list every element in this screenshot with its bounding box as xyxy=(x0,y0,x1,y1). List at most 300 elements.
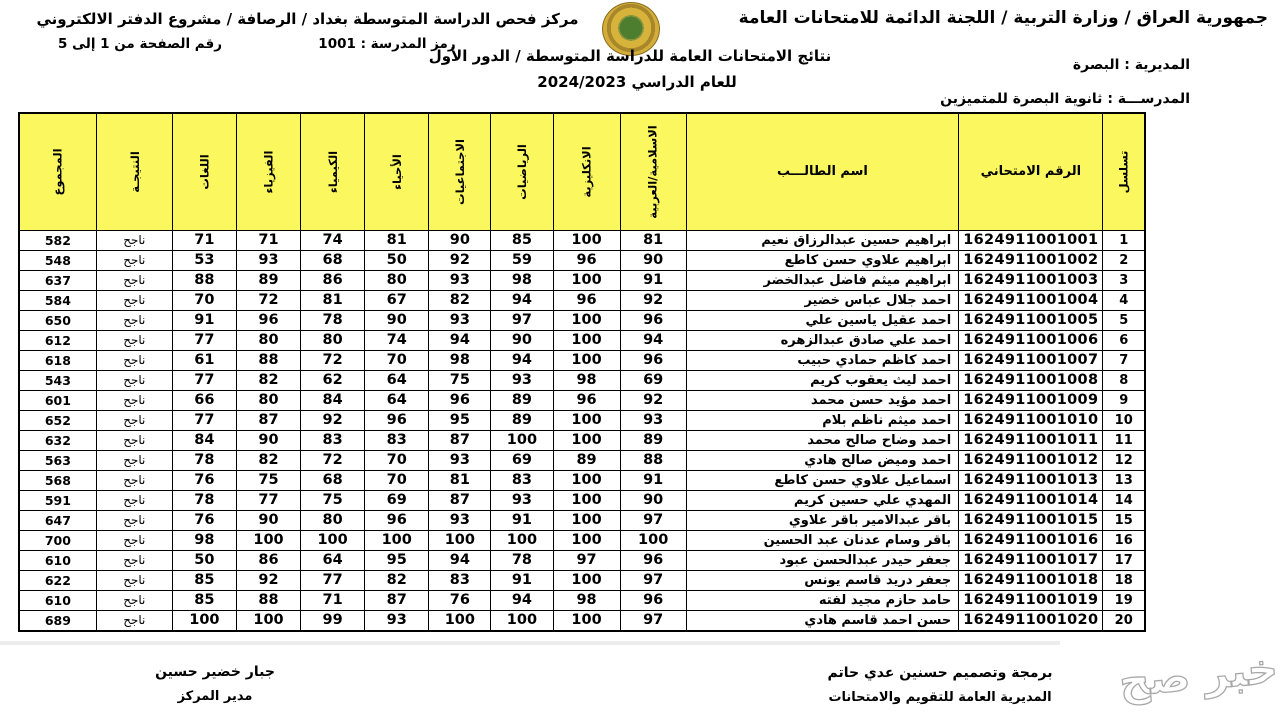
cell-serial: 17 xyxy=(1103,550,1145,570)
year-label: للعام الدراسي xyxy=(631,73,737,91)
cell-english: 100 xyxy=(553,430,620,450)
cell-biology: 83 xyxy=(365,430,429,450)
cell-social: 93 xyxy=(429,510,491,530)
cell-result: ناجح xyxy=(96,370,172,390)
cell-physics: 90 xyxy=(236,510,300,530)
cell-math: 89 xyxy=(491,390,553,410)
cell-exam: 1624911001007 xyxy=(959,350,1103,370)
cell-islamic: 92 xyxy=(620,390,686,410)
cell-english: 100 xyxy=(553,570,620,590)
cell-social: 93 xyxy=(429,310,491,330)
column-header-math xyxy=(491,113,553,230)
table-row xyxy=(19,430,1145,450)
cell-exam: 1624911001012 xyxy=(959,450,1103,470)
cell-result: ناجح xyxy=(96,490,172,510)
cell-english: 96 xyxy=(553,390,620,410)
cell-english: 100 xyxy=(553,350,620,370)
column-label-islamic: الاسلامية/العربية xyxy=(646,125,661,219)
cell-name: ابراهيم علاوي حسن كاطع xyxy=(686,250,958,270)
cell-serial: 4 xyxy=(1103,290,1145,310)
cell-chemistry: 84 xyxy=(301,390,365,410)
cell-social: 81 xyxy=(429,470,491,490)
column-label-exam: الرقم الامتحاني xyxy=(980,164,1082,180)
cell-chemistry: 92 xyxy=(301,410,365,430)
cell-result: ناجح xyxy=(96,350,172,370)
cell-physics: 72 xyxy=(236,290,300,310)
cell-languages: 78 xyxy=(172,450,236,470)
table-row xyxy=(19,590,1145,610)
cell-total: 637 xyxy=(19,270,96,290)
cell-physics: 90 xyxy=(236,430,300,450)
cell-chemistry: 100 xyxy=(301,530,365,550)
cell-languages: 77 xyxy=(172,330,236,350)
table-row xyxy=(19,550,1145,570)
cell-name: احمد مؤيد حسن محمد xyxy=(686,390,958,410)
cell-chemistry: 83 xyxy=(301,430,365,450)
cell-exam: 1624911001002 xyxy=(959,250,1103,270)
cell-total: 591 xyxy=(19,490,96,510)
cell-english: 100 xyxy=(553,270,620,290)
cell-serial: 20 xyxy=(1103,610,1145,631)
cell-chemistry: 78 xyxy=(301,310,365,330)
cell-total: 568 xyxy=(19,470,96,490)
cell-biology: 64 xyxy=(365,390,429,410)
cell-math: 100 xyxy=(491,430,553,450)
column-label-name: اسم الطالـــب xyxy=(777,164,868,180)
cell-exam: 1624911001004 xyxy=(959,290,1103,310)
cell-islamic: 93 xyxy=(620,410,686,430)
cell-total: 647 xyxy=(19,510,96,530)
cell-total: 618 xyxy=(19,350,96,370)
cell-english: 100 xyxy=(553,330,620,350)
cell-languages: 84 xyxy=(172,430,236,450)
cell-chemistry: 81 xyxy=(301,290,365,310)
cell-math: 97 xyxy=(491,310,553,330)
cell-name: جعفر حيدر عبدالحسن عبود xyxy=(686,550,958,570)
cell-chemistry: 75 xyxy=(301,490,365,510)
cell-languages: 98 xyxy=(172,530,236,550)
column-label-serial: تسلسل xyxy=(1116,150,1131,194)
cell-name: ابراهيم حسين عبدالرزاق نعيم xyxy=(686,230,958,250)
cell-serial: 19 xyxy=(1103,590,1145,610)
cell-name: اسماعيل علاوي حسن كاطع xyxy=(686,470,958,490)
cell-serial: 10 xyxy=(1103,410,1145,430)
column-label-result: النتيجـة xyxy=(127,150,142,193)
cell-chemistry: 64 xyxy=(301,550,365,570)
cell-islamic: 97 xyxy=(620,570,686,590)
cell-serial: 1 xyxy=(1103,230,1145,250)
cell-total: 584 xyxy=(19,290,96,310)
cell-physics: 100 xyxy=(236,610,300,631)
cell-exam: 1624911001014 xyxy=(959,490,1103,510)
cell-exam: 1624911001013 xyxy=(959,470,1103,490)
cell-serial: 2 xyxy=(1103,250,1145,270)
cell-name: ابراهيم ميثم فاضل عبدالخضر xyxy=(686,270,958,290)
column-header-islamic xyxy=(620,113,686,230)
cell-social: 87 xyxy=(429,430,491,450)
cell-english: 100 xyxy=(553,410,620,430)
column-label-chemistry: الكيمياء xyxy=(325,150,340,193)
cell-english: 100 xyxy=(553,530,620,550)
cell-social: 95 xyxy=(429,410,491,430)
cell-biology: 100 xyxy=(365,530,429,550)
column-header-physics xyxy=(236,113,300,230)
cell-total: 563 xyxy=(19,450,96,470)
cell-physics: 82 xyxy=(236,370,300,390)
results-thead xyxy=(19,113,1145,230)
cell-result: ناجح xyxy=(96,530,172,550)
column-header-chemistry xyxy=(301,113,365,230)
table-row xyxy=(19,330,1145,350)
cell-total: 610 xyxy=(19,590,96,610)
table-row xyxy=(19,470,1145,490)
report-title: نتائج الامتحانات العامة للدراسة المتوسطة / الدور الأول xyxy=(428,47,832,65)
column-header-exam xyxy=(959,113,1103,230)
cell-result: ناجح xyxy=(96,470,172,490)
table-row xyxy=(19,350,1145,370)
page-range: رقم الصفحة من 1 إلى 5 xyxy=(57,36,222,52)
cell-languages: 66 xyxy=(172,390,236,410)
cell-result: ناجح xyxy=(96,230,172,250)
cell-islamic: 96 xyxy=(620,550,686,570)
cell-math: 93 xyxy=(491,370,553,390)
cell-physics: 80 xyxy=(236,330,300,350)
cell-total: 582 xyxy=(19,230,96,250)
column-header-english xyxy=(553,113,620,230)
cell-biology: 93 xyxy=(365,610,429,631)
cell-math: 83 xyxy=(491,470,553,490)
column-header-languages xyxy=(172,113,236,230)
cell-name: جعفر دريد قاسم يونس xyxy=(686,570,958,590)
cell-social: 96 xyxy=(429,390,491,410)
cell-islamic: 91 xyxy=(620,270,686,290)
cell-exam: 1624911001015 xyxy=(959,510,1103,530)
column-label-languages: اللغات xyxy=(197,154,212,190)
cell-biology: 95 xyxy=(365,550,429,570)
column-label-total: المجموع xyxy=(50,148,65,196)
cell-physics: 100 xyxy=(236,530,300,550)
column-header-serial xyxy=(1103,113,1145,230)
cell-biology: 90 xyxy=(365,310,429,330)
results-table xyxy=(18,112,1146,632)
table-row xyxy=(19,450,1145,470)
cell-name: المهدي علي حسين كريم xyxy=(686,490,958,510)
directorate-value: البصرة xyxy=(1072,57,1120,73)
cell-english: 100 xyxy=(553,310,620,330)
cell-islamic: 81 xyxy=(620,230,686,250)
cell-total: 689 xyxy=(19,610,96,631)
cell-languages: 76 xyxy=(172,510,236,530)
cell-physics: 88 xyxy=(236,590,300,610)
cell-biology: 70 xyxy=(365,470,429,490)
cell-math: 100 xyxy=(491,530,553,550)
cell-english: 97 xyxy=(553,550,620,570)
cell-chemistry: 72 xyxy=(301,350,365,370)
cell-islamic: 96 xyxy=(620,350,686,370)
cell-languages: 77 xyxy=(172,410,236,430)
cell-name: حامد حازم مجيد لفته xyxy=(686,590,958,610)
cell-chemistry: 99 xyxy=(301,610,365,631)
cell-chemistry: 68 xyxy=(301,470,365,490)
directorate-label: المديرية : xyxy=(1124,57,1190,73)
cell-biology: 87 xyxy=(365,590,429,610)
cell-physics: 75 xyxy=(236,470,300,490)
cell-serial: 16 xyxy=(1103,530,1145,550)
cell-islamic: 94 xyxy=(620,330,686,350)
cell-result: ناجح xyxy=(96,390,172,410)
cell-serial: 7 xyxy=(1103,350,1145,370)
cell-physics: 96 xyxy=(236,310,300,330)
cell-chemistry: 80 xyxy=(301,330,365,350)
cell-math: 91 xyxy=(491,510,553,530)
school-value: ثانوية البصرة للمتميزين xyxy=(940,91,1103,107)
table-row xyxy=(19,610,1145,631)
cell-serial: 11 xyxy=(1103,430,1145,450)
cell-biology: 64 xyxy=(365,370,429,390)
cell-social: 93 xyxy=(429,270,491,290)
column-label-social: الاجتماعيات xyxy=(452,138,467,205)
cell-physics: 93 xyxy=(236,250,300,270)
cell-math: 89 xyxy=(491,410,553,430)
cell-physics: 88 xyxy=(236,350,300,370)
cell-biology: 67 xyxy=(365,290,429,310)
cell-name: احمد علي صادق عبدالزهره xyxy=(686,330,958,350)
cell-result: ناجح xyxy=(96,550,172,570)
cell-exam: 1624911001006 xyxy=(959,330,1103,350)
cell-islamic: 69 xyxy=(620,370,686,390)
cell-languages: 85 xyxy=(172,590,236,610)
cell-chemistry: 74 xyxy=(301,230,365,250)
cell-islamic: 97 xyxy=(620,610,686,631)
cell-languages: 85 xyxy=(172,570,236,590)
cell-serial: 5 xyxy=(1103,310,1145,330)
table-row xyxy=(19,370,1145,390)
cell-name: احمد وميض صالح هادي xyxy=(686,450,958,470)
column-label-physics: الفيزياء xyxy=(261,150,276,194)
cell-exam: 1624911001001 xyxy=(959,230,1103,250)
cell-result: ناجح xyxy=(96,270,172,290)
cell-social: 90 xyxy=(429,230,491,250)
cell-name: احمد ليث يعقوب كريم xyxy=(686,370,958,390)
cell-physics: 77 xyxy=(236,490,300,510)
cell-math: 59 xyxy=(491,250,553,270)
cell-chemistry: 62 xyxy=(301,370,365,390)
table-row xyxy=(19,490,1145,510)
table-row xyxy=(19,230,1145,250)
cell-languages: 88 xyxy=(172,270,236,290)
column-label-english: الانكليزية xyxy=(579,146,594,198)
cell-serial: 15 xyxy=(1103,510,1145,530)
cell-math: 94 xyxy=(491,290,553,310)
year-value: 2024/2023 xyxy=(537,73,627,91)
cell-math: 85 xyxy=(491,230,553,250)
cell-social: 94 xyxy=(429,550,491,570)
cell-islamic: 89 xyxy=(620,430,686,450)
cell-math: 69 xyxy=(491,450,553,470)
cell-serial: 6 xyxy=(1103,330,1145,350)
cell-english: 89 xyxy=(553,450,620,470)
cell-exam: 1624911001019 xyxy=(959,590,1103,610)
cell-english: 100 xyxy=(553,470,620,490)
cell-english: 98 xyxy=(553,370,620,390)
cell-total: 601 xyxy=(19,390,96,410)
center-director-title: مدير المركز xyxy=(177,689,253,704)
programmer-credit: برمجة وتصميم حسنين عدي حاتم xyxy=(827,665,1053,681)
cell-islamic: 97 xyxy=(620,510,686,530)
cell-islamic: 92 xyxy=(620,290,686,310)
cell-total: 652 xyxy=(19,410,96,430)
cell-social: 83 xyxy=(429,570,491,590)
cell-languages: 76 xyxy=(172,470,236,490)
school-code-value: 1001 xyxy=(318,36,356,52)
table-row xyxy=(19,530,1145,550)
table-row xyxy=(19,310,1145,330)
cell-result: ناجح xyxy=(96,290,172,310)
cell-islamic: 100 xyxy=(620,530,686,550)
cell-math: 94 xyxy=(491,590,553,610)
cell-biology: 96 xyxy=(365,510,429,530)
cell-biology: 50 xyxy=(365,250,429,270)
cell-english: 100 xyxy=(553,230,620,250)
cell-math: 100 xyxy=(491,610,553,631)
cell-languages: 77 xyxy=(172,370,236,390)
cell-english: 100 xyxy=(553,490,620,510)
table-row xyxy=(19,270,1145,290)
cell-chemistry: 72 xyxy=(301,450,365,470)
cell-islamic: 90 xyxy=(620,250,686,270)
cell-social: 100 xyxy=(429,610,491,631)
cell-languages: 91 xyxy=(172,310,236,330)
cell-name: حسن احمد قاسم هادي xyxy=(686,610,958,631)
cell-math: 94 xyxy=(491,350,553,370)
table-row xyxy=(19,290,1145,310)
column-label-math: الرياضيات xyxy=(514,143,529,200)
cell-social: 82 xyxy=(429,290,491,310)
cell-languages: 78 xyxy=(172,490,236,510)
cell-social: 100 xyxy=(429,530,491,550)
cell-social: 94 xyxy=(429,330,491,350)
center-director-name: جبار خضير حسين xyxy=(155,664,275,680)
cell-total: 632 xyxy=(19,430,96,450)
cell-biology: 96 xyxy=(365,410,429,430)
cell-english: 96 xyxy=(553,290,620,310)
cell-exam: 1624911001008 xyxy=(959,370,1103,390)
cell-result: ناجح xyxy=(96,250,172,270)
cell-name: احمد كاظم حمادي حبيب xyxy=(686,350,958,370)
school-line xyxy=(926,91,1190,107)
cell-math: 98 xyxy=(491,270,553,290)
cell-math: 78 xyxy=(491,550,553,570)
column-header-biology xyxy=(365,113,429,230)
column-header-social xyxy=(429,113,491,230)
watermark-text: خبر صح xyxy=(1117,643,1280,707)
cell-biology: 82 xyxy=(365,570,429,590)
cell-islamic: 88 xyxy=(620,450,686,470)
cell-exam: 1624911001016 xyxy=(959,530,1103,550)
cell-social: 87 xyxy=(429,490,491,510)
cell-serial: 8 xyxy=(1103,370,1145,390)
cell-social: 98 xyxy=(429,350,491,370)
cell-chemistry: 80 xyxy=(301,510,365,530)
cell-name: احمد ميثم ناظم بلام xyxy=(686,410,958,430)
cell-total: 622 xyxy=(19,570,96,590)
header-row xyxy=(19,113,1145,230)
table-row xyxy=(19,570,1145,590)
cell-languages: 61 xyxy=(172,350,236,370)
cell-exam: 1624911001020 xyxy=(959,610,1103,631)
cell-serial: 14 xyxy=(1103,490,1145,510)
cell-total: 543 xyxy=(19,370,96,390)
cell-total: 650 xyxy=(19,310,96,330)
cell-languages: 70 xyxy=(172,290,236,310)
cell-serial: 9 xyxy=(1103,390,1145,410)
cell-biology: 81 xyxy=(365,230,429,250)
cell-islamic: 96 xyxy=(620,310,686,330)
cell-languages: 50 xyxy=(172,550,236,570)
cell-chemistry: 77 xyxy=(301,570,365,590)
cell-math: 90 xyxy=(491,330,553,350)
cell-exam: 1624911001010 xyxy=(959,410,1103,430)
cell-english: 100 xyxy=(553,510,620,530)
cell-languages: 100 xyxy=(172,610,236,631)
cell-serial: 18 xyxy=(1103,570,1145,590)
cell-name: باقر عبدالامير باقر علاوي xyxy=(686,510,958,530)
cell-name: احمد عقيل ياسين علي xyxy=(686,310,958,330)
school-label: المدرســـة : xyxy=(1107,91,1190,107)
cell-serial: 12 xyxy=(1103,450,1145,470)
cell-serial: 13 xyxy=(1103,470,1145,490)
cell-physics: 92 xyxy=(236,570,300,590)
cell-result: ناجح xyxy=(96,590,172,610)
cell-result: ناجح xyxy=(96,610,172,631)
cell-result: ناجح xyxy=(96,430,172,450)
column-label-biology: الأحياء xyxy=(389,153,404,190)
page-edge-shadow xyxy=(0,641,1060,645)
cell-result: ناجح xyxy=(96,450,172,470)
directorate-line xyxy=(1059,57,1190,73)
cell-exam: 1624911001011 xyxy=(959,430,1103,450)
cell-math: 91 xyxy=(491,570,553,590)
table-row xyxy=(19,410,1145,430)
cell-math: 93 xyxy=(491,490,553,510)
cell-result: ناجح xyxy=(96,410,172,430)
cell-social: 75 xyxy=(429,370,491,390)
cell-physics: 80 xyxy=(236,390,300,410)
cell-english: 98 xyxy=(553,590,620,610)
cell-islamic: 90 xyxy=(620,490,686,510)
cell-physics: 71 xyxy=(236,230,300,250)
academic-year-line xyxy=(390,73,870,91)
cell-biology: 70 xyxy=(365,450,429,470)
cell-english: 96 xyxy=(553,250,620,270)
cell-exam: 1624911001018 xyxy=(959,570,1103,590)
cell-chemistry: 71 xyxy=(301,590,365,610)
cell-total: 610 xyxy=(19,550,96,570)
table-row xyxy=(19,510,1145,530)
cell-islamic: 96 xyxy=(620,590,686,610)
cell-physics: 86 xyxy=(236,550,300,570)
cell-physics: 87 xyxy=(236,410,300,430)
processing-center-line: مركز فحص الدراسة المتوسطة بغداد / الرصافة / مشروع الدفتر الالكتروني xyxy=(36,10,579,28)
government-header: جمهورية العراق / وزارة التربية / اللجنة الدائمة للامتحانات العامة xyxy=(738,8,1268,28)
column-header-total xyxy=(19,113,96,230)
column-header-name xyxy=(686,113,958,230)
cell-total: 700 xyxy=(19,530,96,550)
school-code-label: رمز المدرسة : xyxy=(360,36,456,52)
cell-exam: 1624911001009 xyxy=(959,390,1103,410)
results-tbody xyxy=(19,230,1145,631)
cell-languages: 71 xyxy=(172,230,236,250)
